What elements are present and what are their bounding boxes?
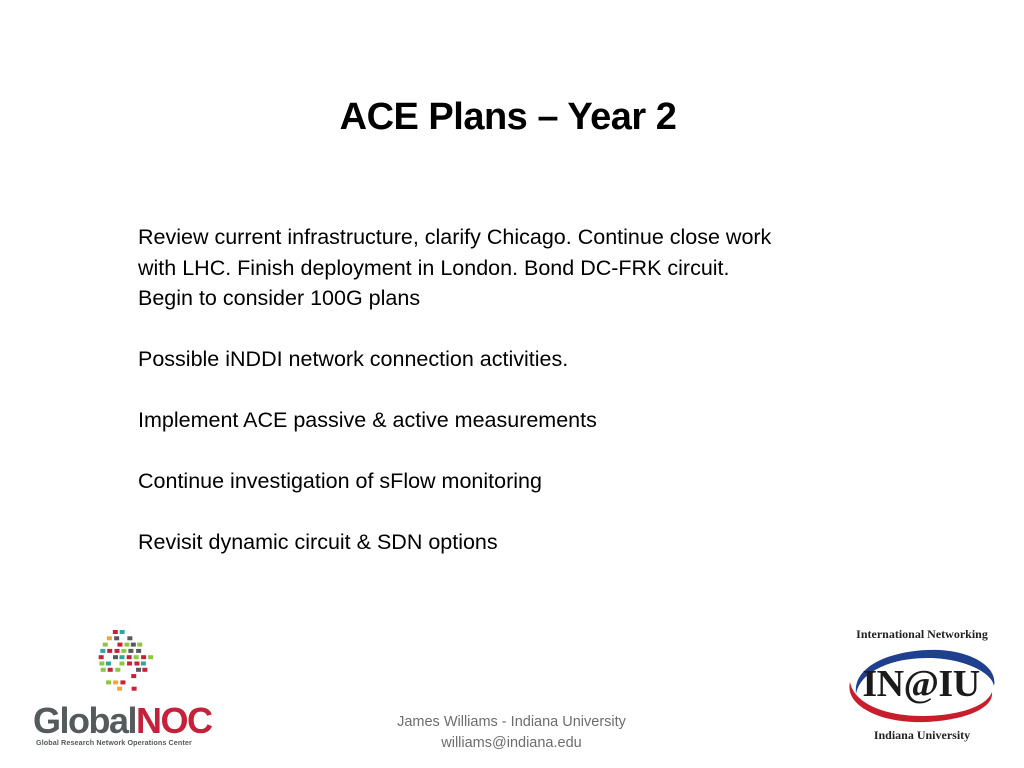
body-line: Revisit dynamic circuit & SDN options — [138, 530, 498, 554]
mosaic-tile — [127, 662, 132, 666]
mosaic-tile — [106, 662, 111, 666]
mosaic-tile — [108, 668, 113, 672]
globalnoc-wordmark — [33, 700, 212, 742]
mosaic-tile — [124, 643, 129, 647]
mosaic-tile — [127, 655, 132, 659]
mosaic-tile — [121, 649, 126, 653]
mosaic-tile — [99, 655, 104, 659]
mosaic-tile — [99, 662, 104, 666]
mosaic-tile — [148, 655, 153, 659]
mosaic-tile — [120, 630, 125, 634]
mosaic-tile — [113, 680, 118, 684]
body-line: Continue investigation of sFlow monitoring — [138, 469, 542, 493]
mosaic-tile — [141, 655, 146, 659]
mosaic-tile — [117, 687, 122, 691]
body-line: Implement ACE passive & active measurements — [138, 408, 597, 432]
mosaic-tile — [141, 662, 146, 666]
mosaic-tile — [142, 668, 147, 672]
footer-email: williams@indiana.edu — [441, 735, 582, 751]
mosaic-tile — [115, 668, 120, 672]
mosaic-tile — [106, 680, 111, 684]
body-line: Review current infrastructure, clarify Chicago. Continue close work — [138, 225, 772, 249]
slide-body — [138, 222, 858, 558]
iniu-main-text: IN@IU — [862, 663, 980, 705]
mosaic-tile — [128, 649, 133, 653]
mosaic-tile — [107, 636, 112, 640]
iniu-bottom-text: Indiana University — [873, 728, 971, 742]
mosaic-tile — [113, 630, 118, 634]
globalnoc-mosaic-icon — [92, 628, 162, 694]
mosaic-tile — [113, 655, 118, 659]
mosaic-tile — [134, 662, 139, 666]
mosaic-tile — [134, 655, 139, 659]
iniu-top-text: International Networking — [856, 627, 988, 641]
slide-title: ACE Plans – Year 2 — [339, 96, 677, 138]
mosaic-tile — [131, 674, 136, 678]
mosaic-tile — [136, 668, 141, 672]
mosaic-tile — [103, 643, 108, 647]
iniu-logo — [842, 624, 1002, 746]
mosaic-tile — [137, 643, 142, 647]
mosaic-tile — [131, 643, 136, 647]
mosaic-tile — [132, 687, 137, 691]
mosaic-tile — [120, 662, 125, 666]
body-line: Possible iNDDI network connection activities. — [138, 347, 569, 371]
mosaic-tile — [101, 668, 106, 672]
mosaic-tile — [119, 655, 124, 659]
globalnoc-tagline: Global Research Network Operations Center — [36, 738, 192, 747]
footer-presenter: James Williams - Indiana University — [397, 714, 626, 730]
mosaic-tile — [115, 649, 120, 653]
globalnoc-word-noc: NOC — [136, 700, 212, 741]
mosaic-tile — [114, 636, 119, 640]
mosaic-tile — [107, 649, 112, 653]
mosaic-tile — [136, 649, 141, 653]
globalnoc-logo — [30, 628, 230, 748]
mosaic-tile — [100, 649, 105, 653]
slide-footer — [370, 712, 653, 754]
mosaic-tile — [117, 643, 122, 647]
globalnoc-word-global: Global — [33, 700, 137, 741]
body-line: with LHC. Finish deployment in London. Bond DC-FRK circuit. — [138, 255, 730, 280]
mosaic-tile — [120, 680, 125, 684]
body-line: Begin to consider 100G plans — [138, 286, 421, 310]
mosaic-tile — [127, 636, 132, 640]
